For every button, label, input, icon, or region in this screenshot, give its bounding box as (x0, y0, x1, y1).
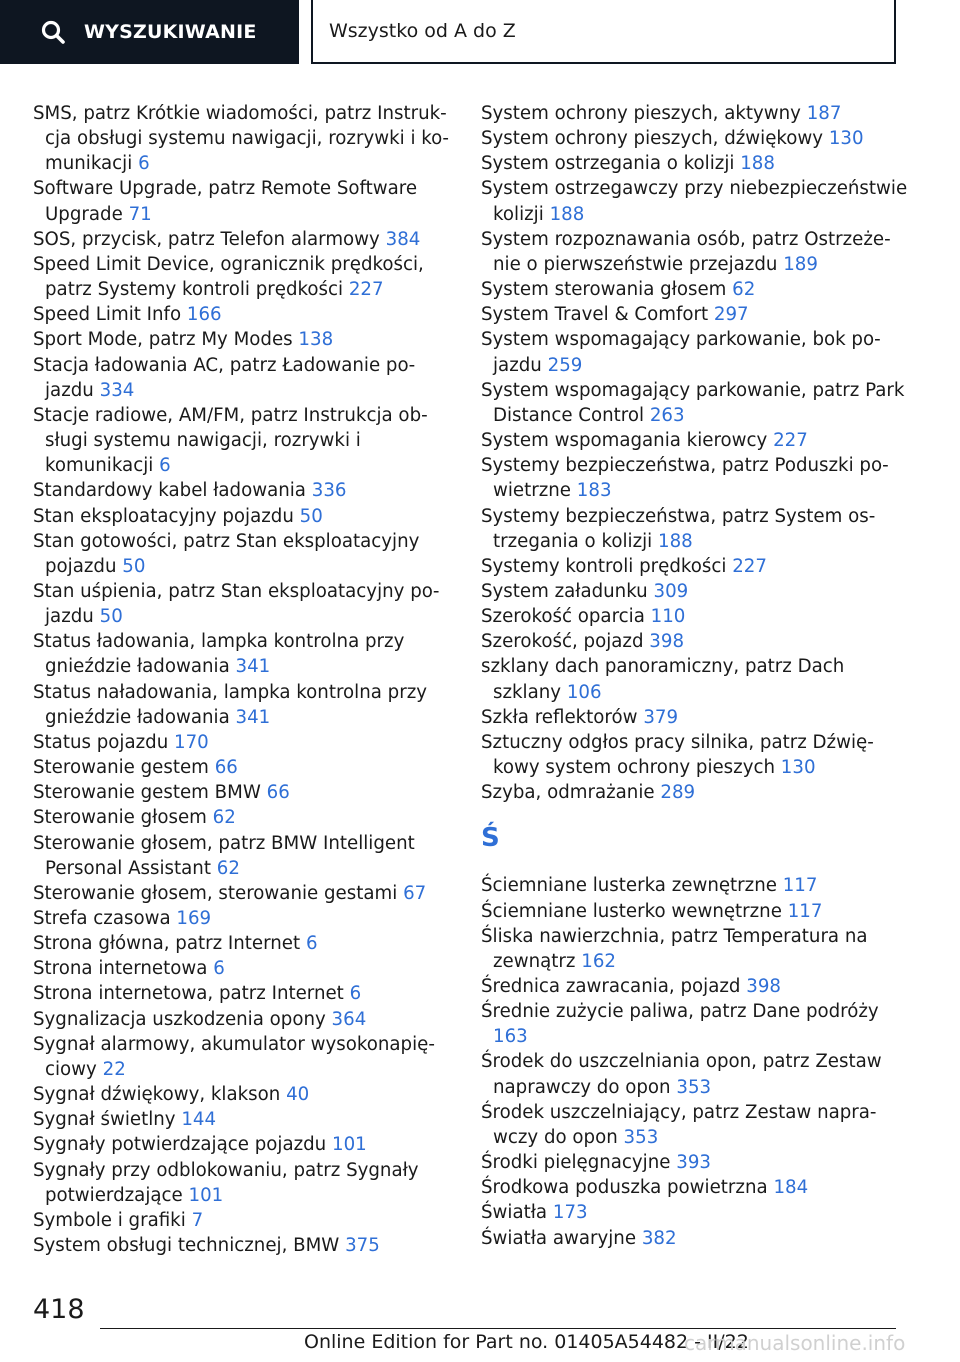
index-entry-text: Środkowa poduszka powietrzna (481, 1177, 768, 1199)
page-reference-link[interactable]: 336 (311, 480, 347, 502)
index-entry (33, 1082, 453, 1107)
index-entry-text: System Travel & Comfort (481, 304, 709, 326)
page-reference-link[interactable]: 67 (403, 882, 427, 904)
index-entry-text: Status ładowania, lampka kontrolna przy gnieździe ładowania (33, 631, 405, 678)
page-reference-link[interactable]: 379 (643, 706, 679, 728)
index-entry (481, 227, 911, 277)
page-reference-link[interactable]: 169 (176, 908, 212, 929)
page-reference-link[interactable]: 259 (547, 354, 583, 376)
index-entry (481, 924, 911, 974)
index-entry-text: Stan eksploatacyjny pojazdu (33, 505, 294, 527)
index-entry-text: Światła awaryjne (481, 1227, 637, 1249)
index-entry (33, 403, 453, 478)
index-entry (33, 931, 453, 956)
top-navigation (0, 0, 960, 66)
index-entry-text: Sterowanie głosem, sterowanie gestami (33, 882, 398, 904)
index-entry-text: Sterowanie gestem BMW (33, 782, 261, 804)
page-reference-link[interactable]: 130 (828, 128, 864, 150)
page-reference-link[interactable]: 62 (732, 279, 756, 301)
page-reference-link[interactable]: 188 (658, 530, 693, 552)
index-entry-text: Sygnalizacja uszkodzenia opony (33, 1008, 326, 1030)
index-entry-text: Szyba, odmrażanie (481, 782, 655, 804)
page-reference-link[interactable]: 227 (348, 279, 384, 301)
page-reference-link[interactable]: 50 (299, 505, 323, 527)
index-entry-text: Stan uśpienia, patrz Stan eksploatacyjny pojazdu (33, 580, 440, 628)
page-reference-link[interactable]: 62 (212, 807, 236, 829)
index-entry-text: Symbole i grafiki (33, 1209, 186, 1231)
index-entry (481, 176, 911, 226)
page-reference-link[interactable]: 173 (552, 1202, 588, 1224)
index-entry-text: System ochrony pieszych, aktywny (481, 103, 801, 124)
search-icon (40, 19, 66, 45)
index-entry (481, 579, 911, 604)
index-entry (481, 780, 911, 805)
index-entry (33, 176, 453, 226)
index-entry (481, 1175, 911, 1200)
page-reference-link[interactable]: 297 (713, 304, 749, 326)
index-entry-text: System ostrzegania o kolizji (481, 153, 735, 175)
index-entry-text: Stacje radiowe, AM/FM, patrz Instrukcja obsługi systemu nawigacji, rozrywki i komunikacji (33, 404, 428, 477)
index-entry-text: Strefa czasowa (33, 908, 171, 929)
index-entry-text: Strona internetowa, patrz Internet (33, 983, 344, 1005)
page-reference-link[interactable]: 66 (214, 757, 238, 779)
index-entry-text: Sterowanie głosem, patrz BMW Intelligent Personal Assistant (33, 832, 415, 879)
page-reference-link[interactable]: 50 (99, 606, 123, 628)
edition-note: Online Edition for Part no. 01405A54482 - II/22 (304, 1331, 749, 1353)
index-entry-text: Standardowy kabel ładowania (33, 480, 306, 502)
index-entry (33, 302, 453, 327)
index-entry (33, 227, 453, 252)
page-reference-link[interactable]: 66 (266, 782, 290, 804)
index-entry (481, 705, 911, 730)
index-entry-text: szklany dach panoramiczny, patrz Dach szklany (481, 656, 845, 703)
page-reference-link[interactable]: 170 (174, 731, 209, 753)
index-entry-text: System obsługi technicznej, BMW (33, 1235, 340, 1257)
page-reference-link[interactable]: 375 (345, 1235, 380, 1257)
index-entry (481, 277, 911, 302)
index-entry (33, 906, 453, 931)
index-entry (33, 730, 453, 755)
index-entry-text: Systemy kontroli prędkości (481, 555, 727, 577)
page-reference-link[interactable]: 6 (349, 983, 362, 1005)
index-entry (481, 327, 911, 377)
index-entry-text: SMS, patrz Krótkie wiadomości, patrz Instrukcja obsługi systemu nawigacji, rozrywki i komunikacji (33, 103, 449, 175)
index-entry (33, 1032, 453, 1082)
index-entry (481, 151, 911, 176)
page-reference-link[interactable]: 393 (676, 1152, 711, 1174)
index-entry-text: Sygnały przy odblokowaniu, patrz Sygnały potwierdzające (33, 1159, 419, 1206)
index-entry-text: Systemy bezpieczeństwa, patrz Poduszki powietrzne (481, 455, 889, 502)
page-reference-link[interactable]: 101 (332, 1134, 367, 1156)
index-entry-text: Strona internetowa (33, 958, 208, 980)
index-entry (33, 529, 453, 579)
page-reference-link[interactable]: 166 (186, 304, 222, 326)
page-reference-link[interactable]: 184 (773, 1177, 809, 1199)
index-entry (481, 1049, 911, 1099)
page-reference-link[interactable]: 117 (782, 875, 818, 897)
search-tab-label: WYSZUKIWANIE (84, 21, 257, 43)
index-entry (33, 981, 453, 1006)
index-entry (33, 755, 453, 780)
index-entry (33, 478, 453, 503)
section-heading-letter: Ś (481, 823, 500, 854)
index-entry (481, 101, 911, 126)
index-entry-text: Szkła reflektorów (481, 706, 638, 728)
page-reference-link[interactable]: 398 (746, 976, 781, 997)
index-entry-text: System ochrony pieszych, dźwiękowy (481, 128, 824, 150)
index-entry (33, 881, 453, 906)
index-entry (481, 974, 911, 999)
index-entry-text: Średnica zawracania, pojazd (481, 976, 741, 997)
page-reference-link[interactable]: 117 (787, 900, 823, 922)
page-reference-link[interactable]: 106 (566, 681, 602, 703)
page-reference-link[interactable]: 62 (216, 857, 240, 879)
page-reference-link[interactable]: 353 (676, 1076, 712, 1098)
index-entry-text: Status naładowania, lampka kontrolna przy gnieździe ładowania (33, 681, 428, 728)
index-entry-text: Środek uszczelniający, patrz Zestaw naprawczy do opon (481, 1101, 877, 1148)
index-group-s (481, 101, 911, 805)
index-entry (33, 1132, 453, 1157)
search-tab[interactable] (0, 0, 299, 64)
index-entry (481, 730, 911, 780)
page-reference-link[interactable]: 341 (235, 706, 271, 728)
index-entry (481, 1200, 911, 1225)
index-entry-text: System wspomagający parkowanie, bok pojazdu (481, 329, 881, 376)
page-reference-link[interactable]: 110 (650, 606, 686, 628)
page-reference-link[interactable]: 398 (649, 631, 685, 653)
index-entry-text: System wspomagający parkowanie, patrz Park Distance Control (481, 379, 905, 426)
index-entry (481, 629, 911, 654)
index-column-right (481, 101, 911, 1251)
page-reference-link[interactable]: 138 (298, 329, 334, 351)
index-entry (33, 101, 453, 176)
page-reference-link[interactable]: 7 (191, 1209, 204, 1231)
index-entry (33, 1208, 453, 1233)
page-reference-link[interactable]: 6 (138, 153, 150, 175)
page-reference-link[interactable]: 309 (653, 580, 689, 602)
index-entry (33, 1107, 453, 1132)
page-reference-link[interactable]: 384 (385, 228, 421, 250)
page-reference-link[interactable]: 6 (305, 933, 318, 955)
index-entry-text: Sygnał świetlny (33, 1109, 176, 1131)
index-entry (33, 1233, 453, 1258)
index-entry (33, 680, 453, 730)
index-column-left (33, 101, 453, 1258)
index-entry (481, 1226, 911, 1251)
index-entry (481, 999, 911, 1049)
index-entry (481, 378, 911, 428)
page-reference-link[interactable]: 289 (660, 782, 696, 804)
index-group-s-accent (481, 873, 911, 1250)
page-reference-link[interactable]: 163 (493, 1026, 528, 1048)
index-entry-text: Sport Mode, patrz My Modes (33, 329, 293, 351)
index-entry (33, 579, 453, 629)
index-entry-text: Szerokość oparcia (481, 606, 645, 628)
page-reference-link[interactable]: 6 (213, 958, 225, 980)
page-reference-link[interactable]: 263 (649, 404, 685, 426)
index-entry (33, 805, 453, 830)
index-entry-text: Sterowanie głosem (33, 807, 207, 829)
page-reference-link[interactable]: 227 (773, 430, 808, 452)
index-entry (33, 353, 453, 403)
index-entry (481, 899, 911, 924)
index-entry (33, 956, 453, 981)
index-entry-text: Stan gotowości, patrz Stan eksploatacyjny pojazdu (33, 530, 420, 577)
page-reference-link[interactable]: 188 (549, 203, 585, 225)
a-to-z-tab-label: Wszystko od A do Z (329, 20, 516, 42)
page-reference-link[interactable]: 183 (576, 480, 612, 502)
page-reference-link[interactable]: 40 (286, 1084, 310, 1106)
index-entry (481, 302, 911, 327)
page-reference-link[interactable]: 101 (188, 1184, 224, 1206)
page-reference-link[interactable]: 144 (181, 1109, 217, 1131)
index-entry (481, 554, 911, 579)
page-reference-link[interactable]: 130 (780, 757, 816, 779)
index-entry-text: Stacja ładowania AC, patrz Ładowanie pojazdu (33, 354, 416, 401)
index-entry-text: Sztuczny odgłos pracy silnika, patrz Dźwiękowy system ochrony pieszych (481, 731, 874, 779)
index-entry-text: System załadunku (481, 580, 648, 602)
index-entry (481, 453, 911, 503)
index-entry (33, 1158, 453, 1208)
page-reference-link[interactable]: 334 (99, 379, 135, 401)
page-reference-link[interactable]: 227 (732, 555, 767, 577)
index-entry (481, 873, 911, 898)
page-reference-link[interactable]: 22 (102, 1058, 126, 1080)
index-entry (33, 252, 453, 302)
page-reference-link[interactable]: 353 (623, 1126, 659, 1148)
index-entry-text: System sterowania głosem (481, 279, 727, 301)
index-entry-text: Sygnał dźwiękowy, klakson (33, 1084, 281, 1106)
index-entry (481, 504, 911, 554)
index-entry-text: Status pojazdu (33, 731, 169, 753)
index-entry-text: Śliska nawierzchnia, patrz Temperatura na zewnątrz (481, 925, 868, 972)
page-reference-link[interactable]: 50 (122, 555, 146, 577)
watermark: carmanualsonline.info (684, 1331, 906, 1355)
page-reference-link[interactable]: 162 (581, 950, 616, 972)
index-entry-text: Strona główna, patrz Internet (33, 933, 301, 955)
index-entry-text: Środek do uszczelniania opon, patrz Zestaw naprawczy do opon (481, 1051, 882, 1098)
index-entry-text: Sygnał alarmowy, akumulator wysokonapięciowy (33, 1033, 435, 1080)
index-entry-text: Środki pielęgnacyjne (481, 1152, 671, 1174)
index-entry (33, 1007, 453, 1032)
index-entry-text: Szerokość, pojazd (481, 631, 644, 653)
index-entry-text: Sygnały potwierdzające pojazdu (33, 1134, 327, 1156)
index-entry (481, 126, 911, 151)
index-entry (481, 604, 911, 629)
index-entry (33, 327, 453, 352)
index-entry (481, 428, 911, 453)
index-entry (481, 654, 911, 704)
page-reference-link[interactable]: 189 (783, 253, 818, 275)
page-reference-link[interactable]: 364 (331, 1008, 367, 1030)
index-entry-text: System wspomagania kierowcy (481, 430, 768, 452)
index-entry-text: Ściemniane lusterka zewnętrzne (481, 875, 777, 897)
index-entry-text: Speed Limit Device, ogranicznik prędkości, patrz Systemy kontroli prędkości (33, 253, 424, 301)
index-entry-text: Software Upgrade, patrz Remote Software Upgrade (33, 178, 418, 225)
index-entry-text: Średnie zużycie paliwa, patrz Dane podróży (481, 1001, 879, 1023)
page-reference-link[interactable]: 382 (641, 1227, 677, 1249)
index-entry (33, 831, 453, 881)
page-reference-link[interactable]: 71 (128, 203, 152, 225)
page-number: 418 (33, 1294, 85, 1325)
index-entry-text: Światła (481, 1202, 548, 1224)
index-entry (33, 504, 453, 529)
page-reference-link[interactable]: 187 (806, 103, 842, 124)
index-entry-text: Systemy bezpieczeństwa, patrz System ostrzegania o kolizji (481, 505, 876, 552)
index-entry-text: SOS, przycisk, patrz Telefon alarmowy (33, 228, 380, 250)
index-entry-text: Sterowanie gestem (33, 757, 209, 779)
index-entry-text: Speed Limit Info (33, 304, 182, 326)
footer-divider (100, 1328, 896, 1329)
index-entry (481, 1100, 911, 1150)
index-entry (33, 629, 453, 679)
page-reference-link[interactable]: 6 (159, 455, 171, 477)
index-entry-text: System rozpoznawania osób, patrz Ostrzeżenie o pierwszeństwie przejazdu (481, 228, 891, 275)
index-entry (33, 780, 453, 805)
a-to-z-tab[interactable] (311, 0, 896, 64)
page-reference-link[interactable]: 188 (740, 153, 775, 175)
index-entry-text: Ściemniane lusterko wewnętrzne (481, 900, 782, 922)
index-entry (481, 1150, 911, 1175)
page-reference-link[interactable]: 341 (235, 656, 271, 678)
index-entry-text: System ostrzegawczy przy niebezpieczeństwie kolizji (481, 178, 908, 225)
